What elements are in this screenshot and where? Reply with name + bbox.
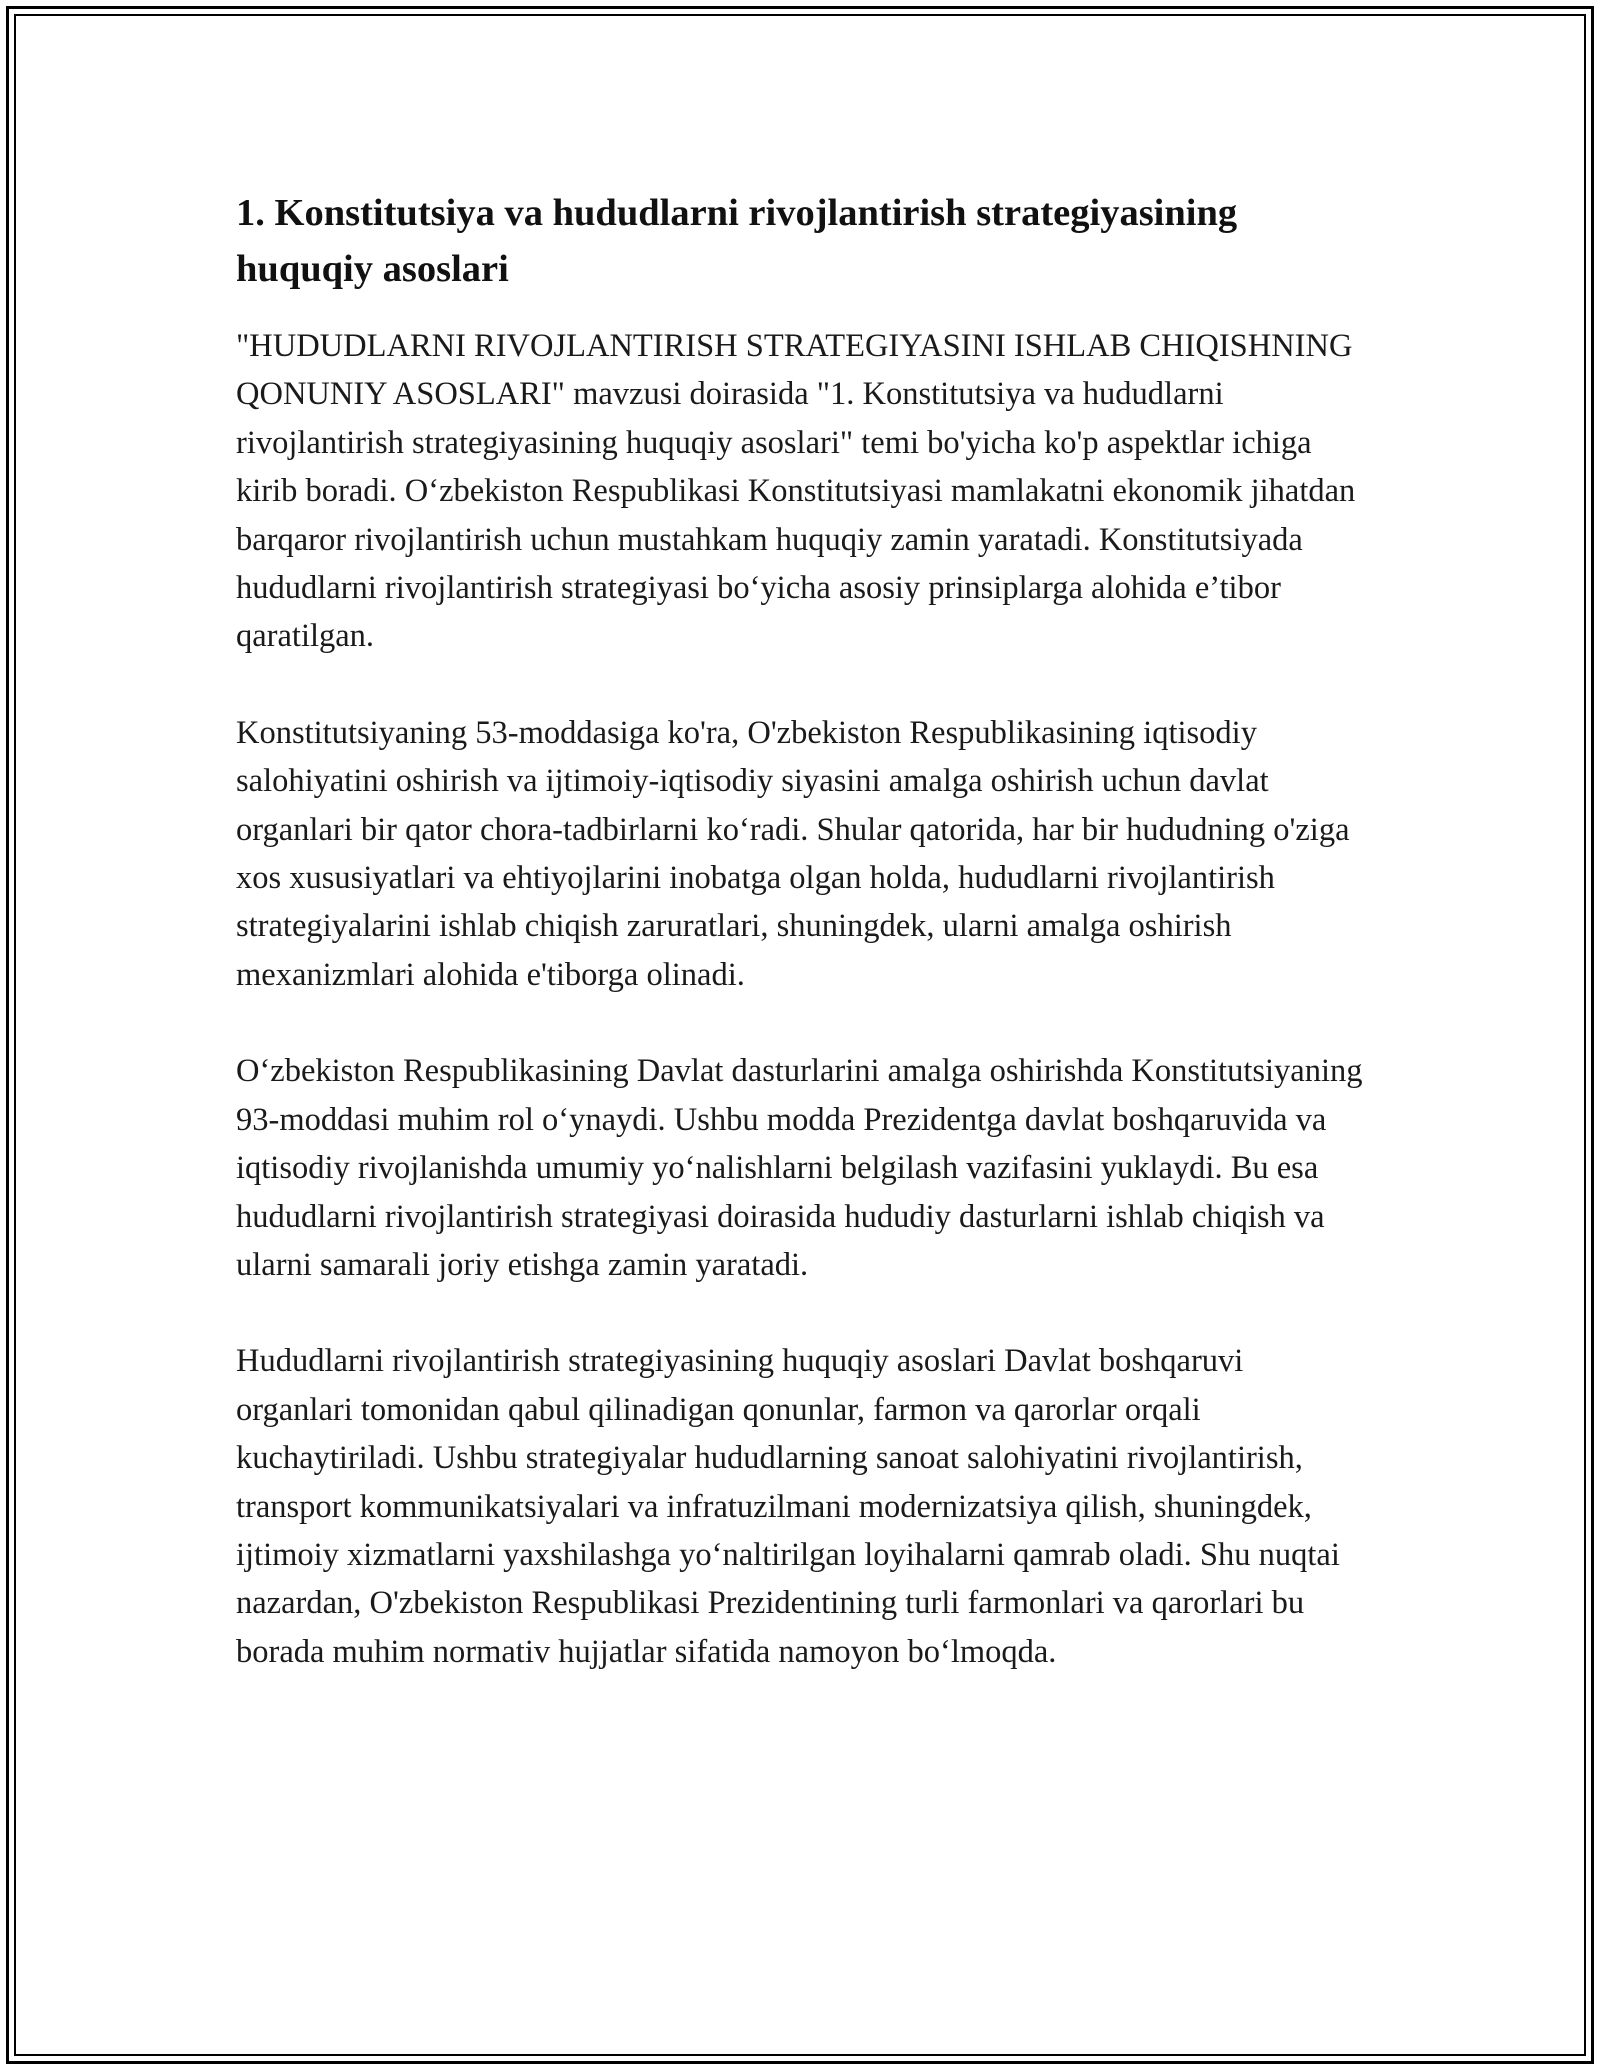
document-body xyxy=(236,185,1364,1724)
section-heading: 1. Konstitutsiya va hududlarni rivojlantirish strategiyasining huquqiy asoslari xyxy=(236,192,1238,290)
paragraph-4: Hududlarni rivojlantirish strategiyasining huquqiy asoslari Davlat boshqaruvi organlari tomonidan qabul qilinadigan qonunlar, farmon va qarorlar orqali kuchaytiriladi. Ushbu strategiyalar hududlarning sanoat salohiyatini rivojlantirish, transport kommunikatsiyalari va infratuzilmani modernizatsiya qilish, shuningdek, ijtimoiy xizmatlarni yaxshilashga yo‘naltirilgan loyihalarni qamrab oladi. Shu nuqtai nazardan, O'zbekiston Respublikasi Prezidentining turli farmonlari va qarorlari bu borada muhim normativ hujjatlar sifatida namoyon bo‘lmoqda. xyxy=(236,1343,1340,1670)
paragraph-2: Konstitutsiyaning 53-moddasiga ko'ra, O'zbekiston Respublikasining iqtisodiy salohiyatini oshirish va ijtimoiy-iqtisodiy siyasini amalga oshirish uchun davlat organlari bir qator chora-tadbirlarni ko‘radi. Shular qatorida, har bir hududning o'ziga xos xususiyatlari va ehtiyojlarini inobatga olgan holda, hududlarni rivojlantirish strategiyalarini ishlab chiqish zaruratlari, shuningdek, ularni amalga oshirish mexanizmlari alohida e'tiborga olinadi. xyxy=(236,714,1350,993)
paragraph-1: "HUDUDLARNI RIVOJLANTIRISH STRATEGIYASINI ISHLAB CHIQISHNING QONUNIY ASOSLARI" mavzusi doirasida "1. Konstitutsiya va hududlarni rivojlantirish strategiyasining huquqiy asoslari" temi bo'yicha ko'p aspektlar ichiga kirib boradi. O‘zbekiston Respublikasi Konstitutsiyasi mamlakatni ekonomik jihatdan barqaror rivojlantirish uchun mustahkam huquqiy zamin yaratadi. Konstitutsiyada hududlarni rivojlantirish strategiyasi bo‘yicha asosiy prinsiplarga alohida e’tibor qaratilgan. xyxy=(236,328,1356,655)
paragraph-3: O‘zbekiston Respublikasining Davlat dasturlarini amalga oshirishda Konstitutsiyaning 93-moddasi muhim rol o‘ynaydi. Ushbu modda Prezidentga davlat boshqaruvida va iqtisodiy rivojlanishda umumiy yo‘nalishlarni belgilash vazifasini yuklaydi. Bu esa hududlarni rivojlantirish strategiyasi doirasida hududiy dasturlarni ishlab chiqish va ularni samarali joriy etishga zamin yaratadi. xyxy=(236,1053,1363,1283)
